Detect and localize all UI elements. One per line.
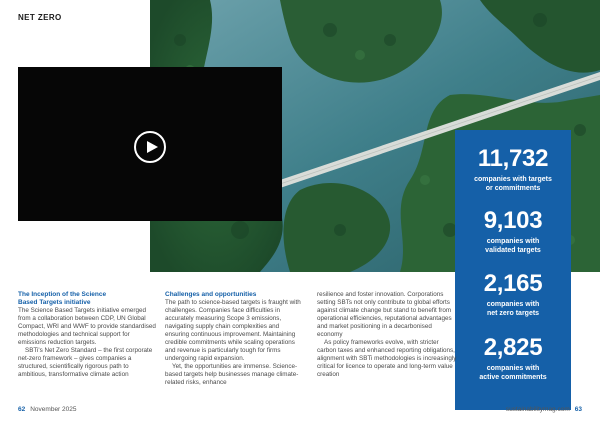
- stat-label: companies with targets or commitments: [474, 176, 552, 192]
- section-heading: The Inception of the Science Based Targets initiative: [18, 291, 107, 306]
- paragraph: As policy frameworks evolve, with stricter carbon taxes and enhanced reporting obligations, alignment with SBTi methodologies is increasingly critical for licence to operate and long-term value creation: [317, 339, 457, 378]
- stat-label: companies with net zero targets: [486, 301, 540, 317]
- paragraph: The path to science-based targets is fraught with challenges. Companies face difficulties in accurately measuring Scope 3 emissions, navigating supply chain complexities and ensuring continuous improvement. Maintaining credible commitments while scaling operations and revenue is particularly tough for firms undergoing rapid expansion.: [165, 299, 301, 362]
- article-column-2: [165, 291, 305, 387]
- stat-label: companies with validated targets: [485, 238, 541, 254]
- paragraph: Yet, the opportunities are immense. Science-based targets help businesses manage climate-related risks, enhance: [165, 363, 299, 386]
- stat-net-zero-targets: [455, 271, 571, 318]
- section-heading: Challenges and opportunities: [165, 291, 257, 298]
- stat-label: companies with active commitments: [479, 365, 547, 381]
- article-column-1: [18, 291, 158, 379]
- stat-active-commitments: [455, 335, 571, 382]
- page-number: 63: [574, 406, 582, 413]
- paragraph: The Science Based Targets initiative emerged from a collaboration between CDP, UN Global Compact, WRI and WWF to provide standardised methodologies and technical support for emissions reduction targets.: [18, 307, 156, 346]
- stat-validated-targets: [455, 208, 571, 255]
- stat-value: 2,825: [483, 334, 543, 361]
- stat-value: 11,732: [477, 145, 549, 172]
- stat-targets-or-commitments: [455, 146, 571, 193]
- issue-date: November 2025: [30, 406, 77, 413]
- article-column-3: [317, 291, 457, 379]
- stat-value: 2,165: [483, 270, 543, 297]
- play-button[interactable]: [134, 131, 166, 163]
- paragraph: SBTi's Net Zero Standard – the first corporate net-zero framework – gives companies a structured, scientifically rigorous path to ambitious, transformative climate action: [18, 347, 153, 378]
- play-icon: [147, 141, 158, 153]
- paragraph: resilience and foster innovation. Corporations setting SBTs not only contribute to global efforts against climate change but stand to benefit from operational efficiencies, reputational advantages and market positioning in a decarbonised economy: [317, 291, 452, 338]
- stats-panel: [455, 130, 571, 410]
- footer-left: [18, 406, 76, 413]
- page-number: 62: [18, 406, 26, 413]
- website-link[interactable]: sustainabilitymag.com: [505, 406, 570, 413]
- footer-right: [506, 406, 582, 413]
- stat-value: 9,103: [483, 207, 543, 234]
- section-label: NET ZERO: [18, 13, 62, 22]
